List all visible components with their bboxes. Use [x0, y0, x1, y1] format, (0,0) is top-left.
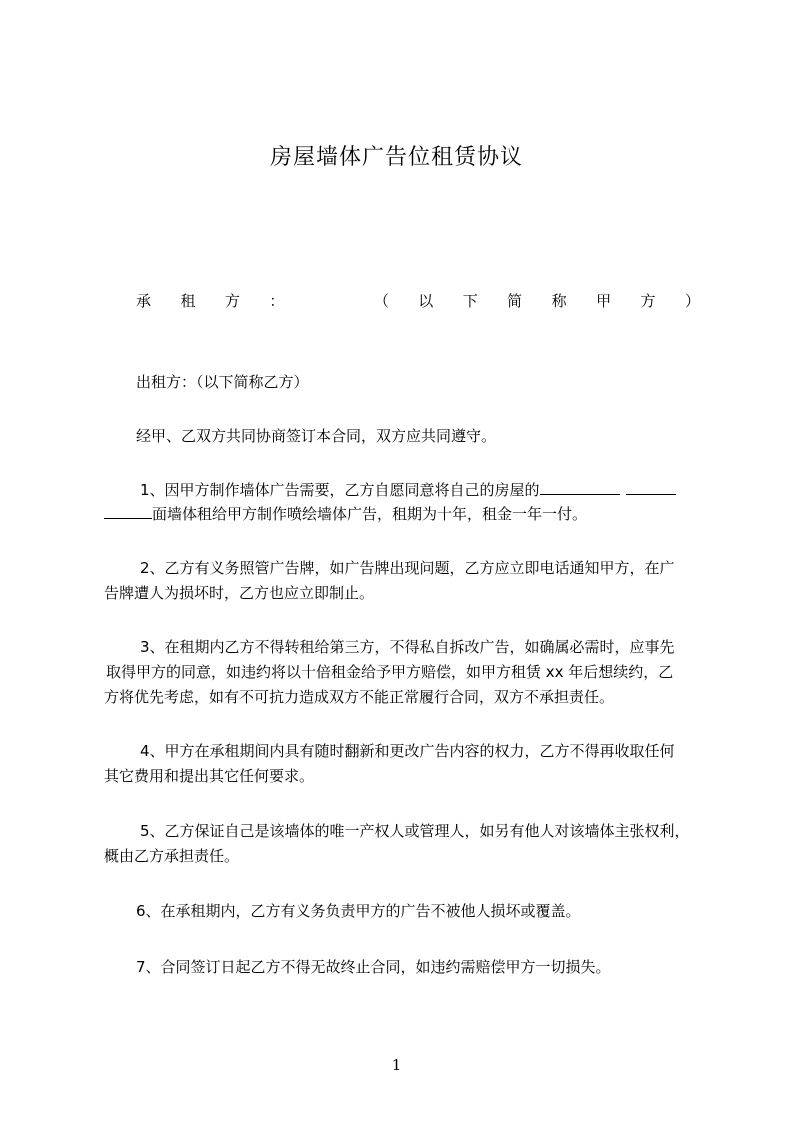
lessee-char: 承 — [136, 292, 152, 310]
intro-text: 经甲、乙双方共同协商签订本合同，双方应共同遵守。 — [136, 427, 497, 445]
clause-4-line-1: 4、甲方在承租期间内具有随时翻新和更改广告内容的权力，乙方不得再收取任何 — [140, 742, 675, 760]
lessee-char: 称 — [551, 292, 567, 310]
lessee-char: （ — [373, 292, 389, 310]
lessee-char: 方 — [640, 292, 656, 310]
clause-5-line-1: 5、乙方保证自己是该墙体的唯一产权人或管理人，如另有他人对该墙体主张权利， — [140, 822, 690, 840]
clause-6: 6、在承租期内，乙方有义务负责甲方的广告不被他人损坏或覆盖。 — [136, 902, 581, 920]
document-title: 房屋墙体广告位租赁协议 — [269, 145, 523, 170]
lessee-char: 租 — [180, 292, 196, 310]
blank-underline — [104, 504, 152, 519]
lessee-char: 下 — [462, 292, 478, 310]
clause-3-line-1: 3、在租期内乙方不得转租给第三方，不得私自拆改广告，如确属必需时，应事先 — [140, 638, 675, 656]
page-number: 1 — [391, 1056, 402, 1074]
blank-underline — [540, 480, 620, 495]
lessee-char: 甲 — [596, 292, 612, 310]
clause-4-line-2: 其它费用和提出其它任何要求。 — [104, 767, 315, 785]
lessee-char: 以 — [418, 292, 434, 310]
clause-5-line-2: 概由乙方承担责任。 — [104, 847, 240, 865]
clause-1-line-1 — [140, 479, 676, 501]
clause-2-line-2: 告牌遭人为损坏时，乙方也应立即制止。 — [104, 584, 375, 602]
lessor-line: 出租方：（以下简称乙方） — [136, 373, 309, 391]
clause-text: 1、因甲方制作墙体广告需要，乙方自愿同意将自己的房屋的 — [140, 481, 540, 499]
lessee-char: ） — [684, 292, 700, 310]
clause-3-line-2: 取得甲方的同意，如违约将以十倍租金给予甲方赔偿，如甲方租赁 xx 年后想续约，乙 — [106, 663, 674, 681]
lessee-char: 简 — [507, 292, 523, 310]
clause-1-line-2 — [104, 503, 587, 525]
blank-underline — [626, 480, 676, 495]
clause-7: 7、合同签订日起乙方不得无故终止合同，如违约需赔偿甲方一切损失。 — [136, 958, 611, 976]
lessee-char: 方 — [224, 292, 240, 310]
clause-text: 面墙体租给甲方制作喷绘墙体广告，租期为十年，租金一年一付。 — [152, 505, 588, 523]
lessee-line — [136, 290, 700, 311]
lessee-char: ： — [269, 292, 285, 310]
clause-3-line-3: 方将优先考虑，如有不可抗力造成双方不能正常履行合同，双方不承担责任。 — [104, 688, 615, 706]
clause-2-line-1: 2、乙方有义务照管广告牌，如广告牌出现问题，乙方应立即电话通知甲方，在广 — [140, 559, 675, 577]
